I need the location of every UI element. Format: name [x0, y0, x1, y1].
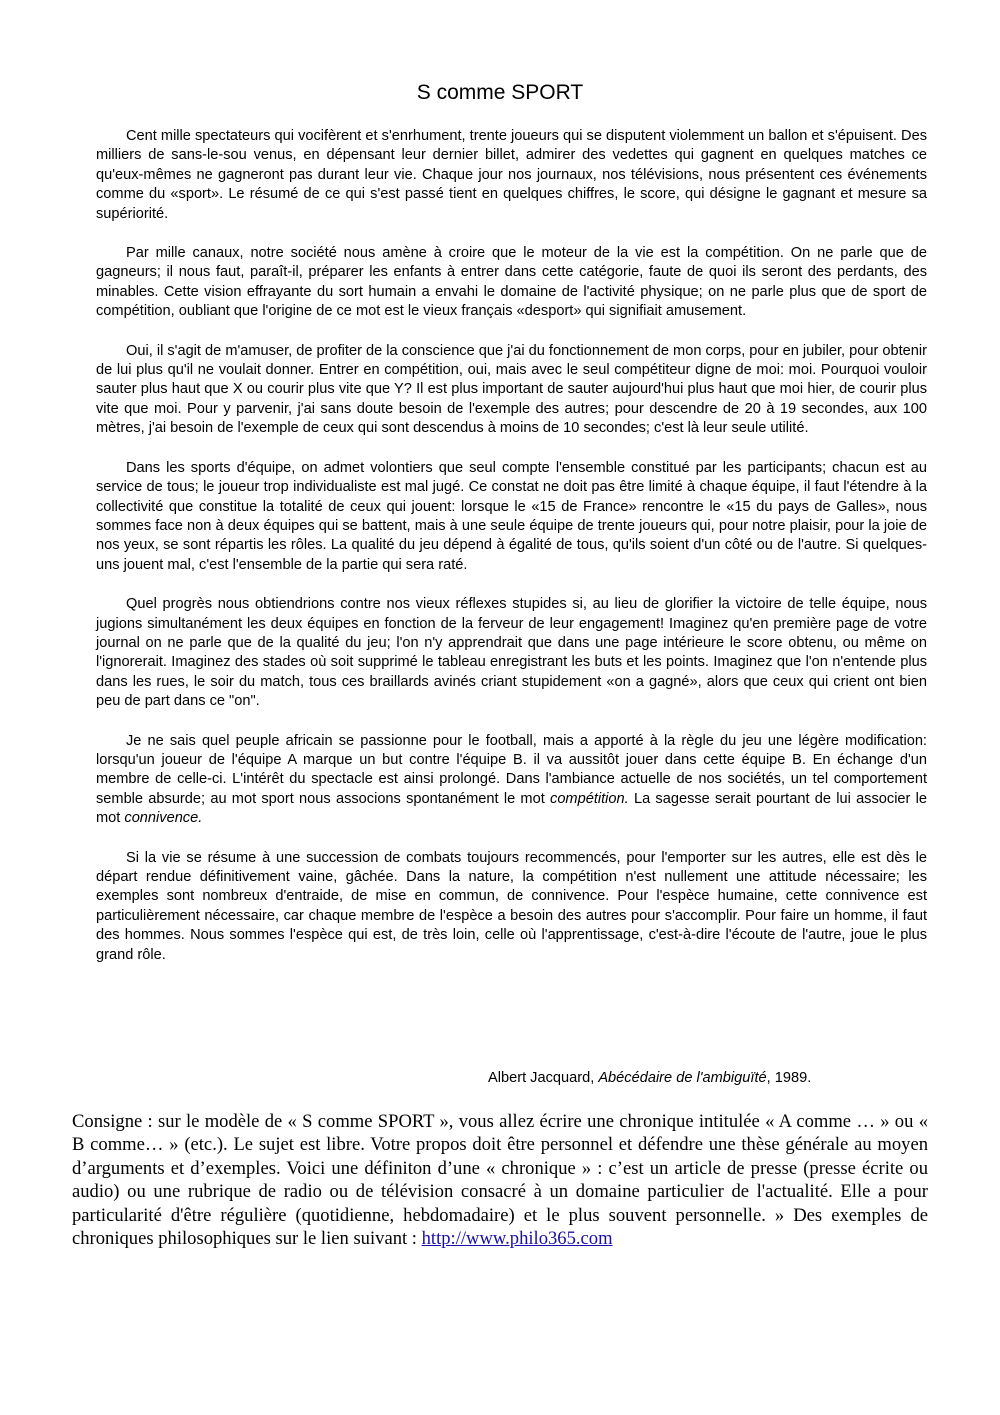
page-title: S comme SPORT: [416, 81, 584, 104]
paragraph-6-text-a: Je ne sais quel peuple africain se passionne pour le football, mais a apporté à la règle du jeu une légère modification: lorsqu'un joueur de l'équipe A marque un but contre l'équipe B. il va aussitôt jouer dans cette équipe B. En échange d'un membre de celle-ci. L'intérêt du spectacle est ainsi prolongé. Dans l'ambiance actuelle de nos sociétés, un tel comportement semble absurde; au mot sport nous associons spontanément le mot: [96, 732, 927, 807]
paragraph-2: Par mille canaux, notre société nous amène à croire que le moteur de la vie est la compétition. On ne parle que de gagneurs; il nous faut, paraît-il, préparer les enfants à entrer dans cette catégorie, faute de quoi ils seront des perdants, des minables. Cette vision effrayante du sort humain a envahi le domaine de l'activité physique; on ne parle plus que de sport de compétition, oubliant que l'origine de ce mot est le vieux français «desport» qui signifiait amusement.: [96, 245, 927, 320]
paragraph-6-text-b: La sagesse serait pourtant de lui associer le mot: [96, 790, 928, 827]
paragraph-5: Quel progrès nous obtiendrions contre nos vieux réflexes stupides si, au lieu de glorifier la victoire de telle équipe, nous jugions simultanément les deux équipes en fonction de la ferveur de leur engagement! Imaginez qu'en première page de votre journal on ne parle que de la qualité du jeu; l'on n'y apprendrait que dans une page intérieure le score obtenu, ou même on l'ignorerait. Imaginez des stades où soit supprimé le tableau enregistrant les buts et les points. Imaginez que l'on n'entende plus dans les rues, le soir du match, tous ces braillards avinés criant stupidement «on a gagné», alors que ceux qui crient ont bien peu de part dans ce "on".: [96, 596, 927, 710]
paragraph-1: Cent mille spectateurs qui vocifèrent et s'enrhument, trente joueurs qui se disputent violemment un ballon et s'épuisent. Des milliers de sans-le-sou venus, en dépensant leur dernier billet, admirer des vedettes qui gagnent en quelques matches ce qu'eux-mêmes ne gagneront pas durant leur vie. Chaque jour nos journaux, nos télévisions, nous présentent ces événements comme du «sport». Le résumé de ce qui s'est passé tient en quelques chiffres, le score, qui désigne le gagnant et mesure sa supériorité.: [96, 128, 927, 222]
italic-word-competition: compétition.: [550, 790, 629, 807]
citation-author: Albert Jacquard,: [488, 1070, 599, 1086]
consigne-text: Consigne : sur le modèle de « S comme SPORT », vous allez écrire une chronique intitulée « A comme … » ou « B comme… » (etc.). Le sujet est libre. Votre propos doit être personnel et défendre une thèse générale au moyen d’arguments et d’exemples. Voici une définiton d’une « chronique » : c’est un article de presse (presse écrite ou audio) ou une rubrique de radio ou de télévision consacré à un domaine particulier de l'actualité. Elle a pour particularité d'être régulière (quotidienne, hebdomadaire) et le plus souvent personnelle. » Des exemples de chroniques philosophiques sur le lien suivant :: [72, 1111, 928, 1250]
citation-year: , 1989.: [766, 1070, 812, 1086]
paragraph-3: Oui, il s'agit de m'amuser, de profiter de la conscience que j'ai du fonctionnement de mon corps, pour en jubiler, pour obtenir de lui plus qu'il ne voulait donner. Entrer en compétition, oui, mais avec le seul compétiteur digne de moi: moi. Pourquoi vouloir sauter plus haut que X ou courir plus vite que Y? Il est plus important de sauter aujourd'hui plus haut que moi hier, de courir plus vite que moi. Pour y parvenir, j'ai sans doute besoin de l'exemple des autres; pour descendre de 20 à 19 secondes, aux 100 mètres, j'ai besoin de l'exemple de ceux qui sont descendus à moins de 10 secondes; c'est là leur seule utilité.: [96, 342, 927, 437]
citation-book: Abécédaire de l'ambiguïté: [598, 1070, 767, 1086]
italic-word-connivence: connivence.: [124, 810, 203, 827]
citation: [488, 1068, 811, 1088]
consigne-paragraph: [72, 1110, 928, 1250]
paragraph-4: Dans les sports d'équipe, on admet volontiers que seul compte l'ensemble constitué par les participants; chacun est au service de tous; le joueur trop individualiste est mal jugé. Ce constat ne doit pas être limité à chaque équipe, il faut l'étendre à la collectivité que constitue la totalité de ceux qui jouent: lorsque le «15 de France» rencontre le «15 du pays de Galles», nous sommes face non à deux équipes qui se battent, mais à une seule équipe de trente joueurs qui, pour notre plaisir, pour la joie de nos yeux, se sont répartis les rôles. La qualité du jeu dépend à égalité de tous, qu'ils soient d'un côté ou de l'autre. Si quelques-uns jouent mal, c'est l'ensemble de la partie qui sera raté.: [96, 459, 927, 573]
paragraph-7: Si la vie se résume à une succession de combats toujours recommencés, pour l'emporter sur les autres, elle est dès le départ rendue définitivement vaine, gâchée. Dans la nature, la compétition n'est nullement une attitude nécessaire; les exemples sont nombreux d'entraide, de mise en commun, de connivence. Pour l'espèce humaine, cette connivence est particulièrement nécessaire, car chaque membre de l'espèce a besoin des autres pour s'accomplir. Pour faire un homme, il faut des hommes. Nous sommes l'espèce qui est, de très loin, celle où l'apprentissage, c'est-à-dire l'écoute de l'autre, joue le plus grand rôle.: [96, 849, 927, 963]
article-body: [96, 127, 927, 965]
philo365-link[interactable]: http://www.philo365.com: [421, 1228, 613, 1250]
paragraph-6: [96, 732, 927, 829]
